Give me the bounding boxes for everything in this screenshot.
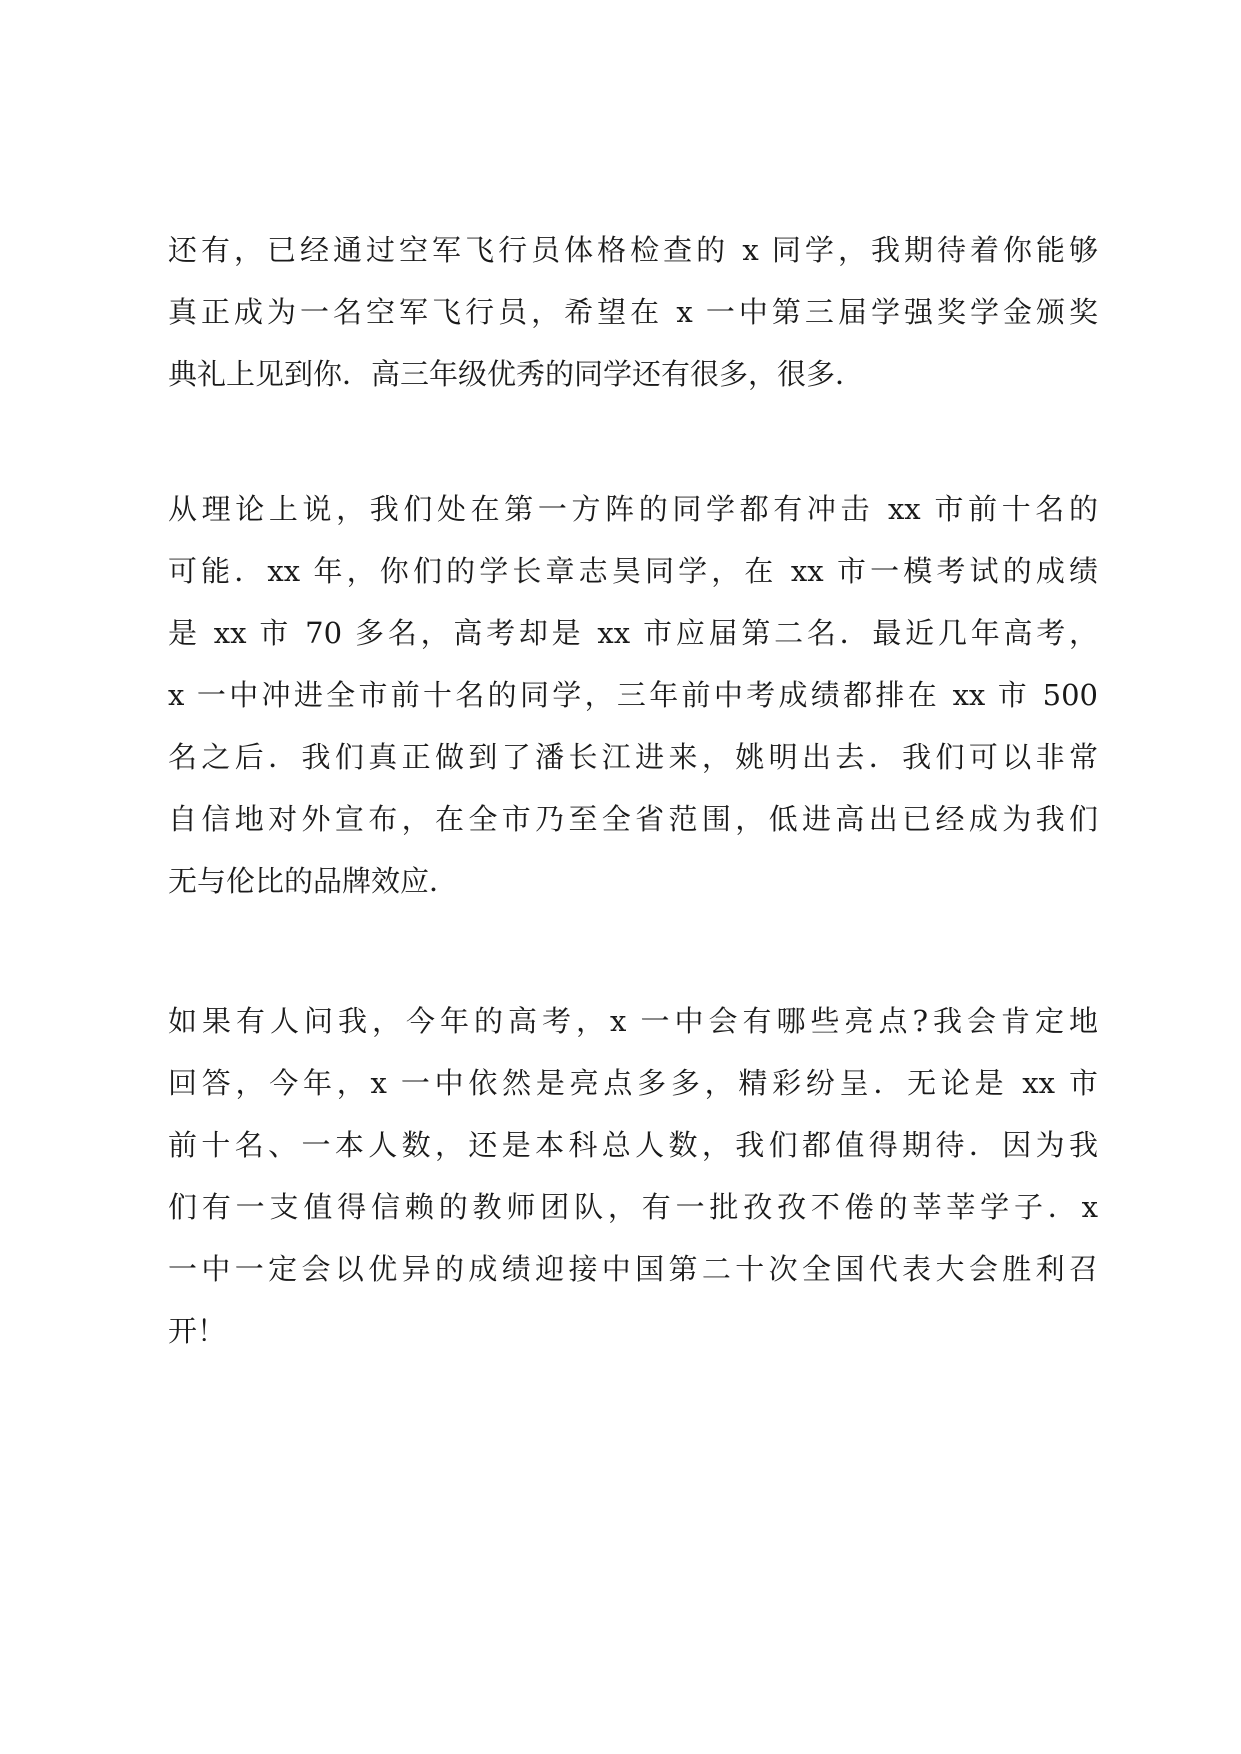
text-line: 自信地对外宣布，在全市乃至全省范围，低进高出已经成为我们 [168,802,1098,836]
text-line: 还有，已经通过空军飞行员体格检查的 x 同学，我期待着你能够 [168,233,1098,267]
text-line: 可能．xx 年，你们的学长章志昊同学，在 xx 市一模考试的成绩 [168,554,1098,588]
text-line: 一中一定会以优异的成绩迎接中国第二十次全国代表大会胜利召 [168,1252,1098,1286]
text-line: 无与伦比的品牌效应． [168,864,459,898]
paragraph [168,219,1098,405]
text-line: 名之后．我们真正做到了潘长江进来，姚明出去．我们可以非常 [168,740,1098,774]
paragraph [168,478,1098,912]
text-line: 真正成为一名空军飞行员，希望在 x 一中第三届学强奖学金颁奖 [168,295,1098,329]
text-line: 们有一支值得信赖的教师团队，有一批孜孜不倦的莘莘学子．x [168,1190,1098,1224]
text-line: 典礼上见到你．高三年级优秀的同学还有很多，很多． [168,357,865,391]
text-line: 如果有人问我，今年的高考，x 一中会有哪些亮点?我会肯定地 [168,1004,1098,1038]
text-line: 回答，今年，x 一中依然是亮点多多，精彩纷呈．无论是 xx 市 [168,1066,1098,1100]
text-line: x 一中冲进全市前十名的同学，三年前中考成绩都排在 xx 市 500 [168,678,1098,712]
text-line: 前十名、一本人数，还是本科总人数，我们都值得期待．因为我 [168,1128,1098,1162]
paragraph [168,990,1098,1362]
text-line: 从理论上说，我们处在第一方阵的同学都有冲击 xx 市前十名的 [168,492,1098,526]
text-line: 开！ [168,1314,227,1348]
text-line: 是 xx 市 70 多名，高考却是 xx 市应届第二名．最近几年高考， [168,616,1098,650]
